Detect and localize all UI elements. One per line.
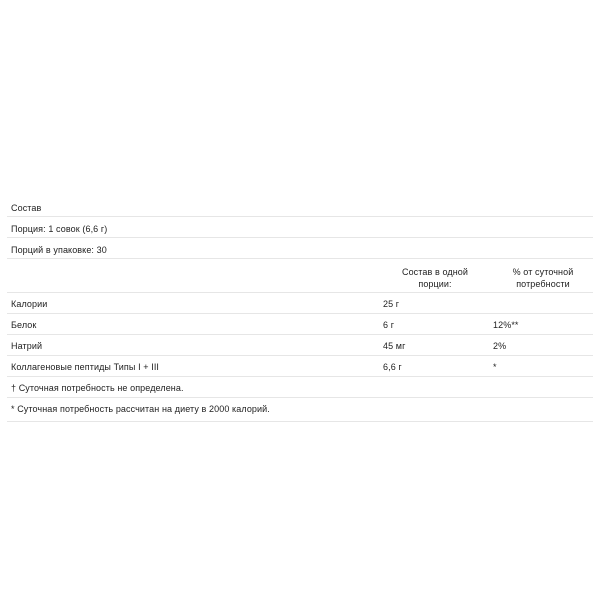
column-header-row xyxy=(7,259,593,293)
nutrient-name: Белок xyxy=(11,320,37,330)
servings-per-container-row xyxy=(7,238,593,259)
nutrient-name: Коллагеновые пептиды Типы I + III xyxy=(11,362,160,372)
nutrient-amount: 6,6 г xyxy=(383,362,402,372)
serving-size: Порция: 1 совок (6,6 г) xyxy=(11,224,108,234)
nutrient-amount: 45 мг xyxy=(383,341,406,351)
footnote-asterisk: * Суточная потребность рассчитан на диету в 2000 калорий. xyxy=(11,404,270,414)
table-row xyxy=(7,356,593,377)
table-row xyxy=(7,314,593,335)
nutrient-daily-value: 2% xyxy=(493,341,507,351)
daily-value-header: % от суточной потребности xyxy=(512,267,574,289)
servings-per-container: Порций в упаковке: 30 xyxy=(11,245,107,255)
table-row xyxy=(7,293,593,314)
table-title: Состав xyxy=(11,203,42,213)
nutrient-amount: 6 г xyxy=(383,320,395,330)
table-title-row xyxy=(7,196,593,217)
amount-per-serving-header: Состав в одной порции: xyxy=(401,267,469,289)
table-row xyxy=(7,335,593,356)
nutrient-amount: 25 г xyxy=(383,299,400,309)
nutrient-name: Калории xyxy=(11,299,48,309)
footnote-row xyxy=(7,377,593,398)
nutrient-daily-value: * xyxy=(493,362,497,372)
footnote-dagger: † Суточная потребность не определена. xyxy=(11,383,184,393)
serving-size-row xyxy=(7,217,593,238)
footnote-row xyxy=(7,398,593,422)
nutrient-name: Натрий xyxy=(11,341,43,351)
nutrition-facts-table xyxy=(7,196,593,422)
nutrient-daily-value: 12%** xyxy=(493,320,519,330)
